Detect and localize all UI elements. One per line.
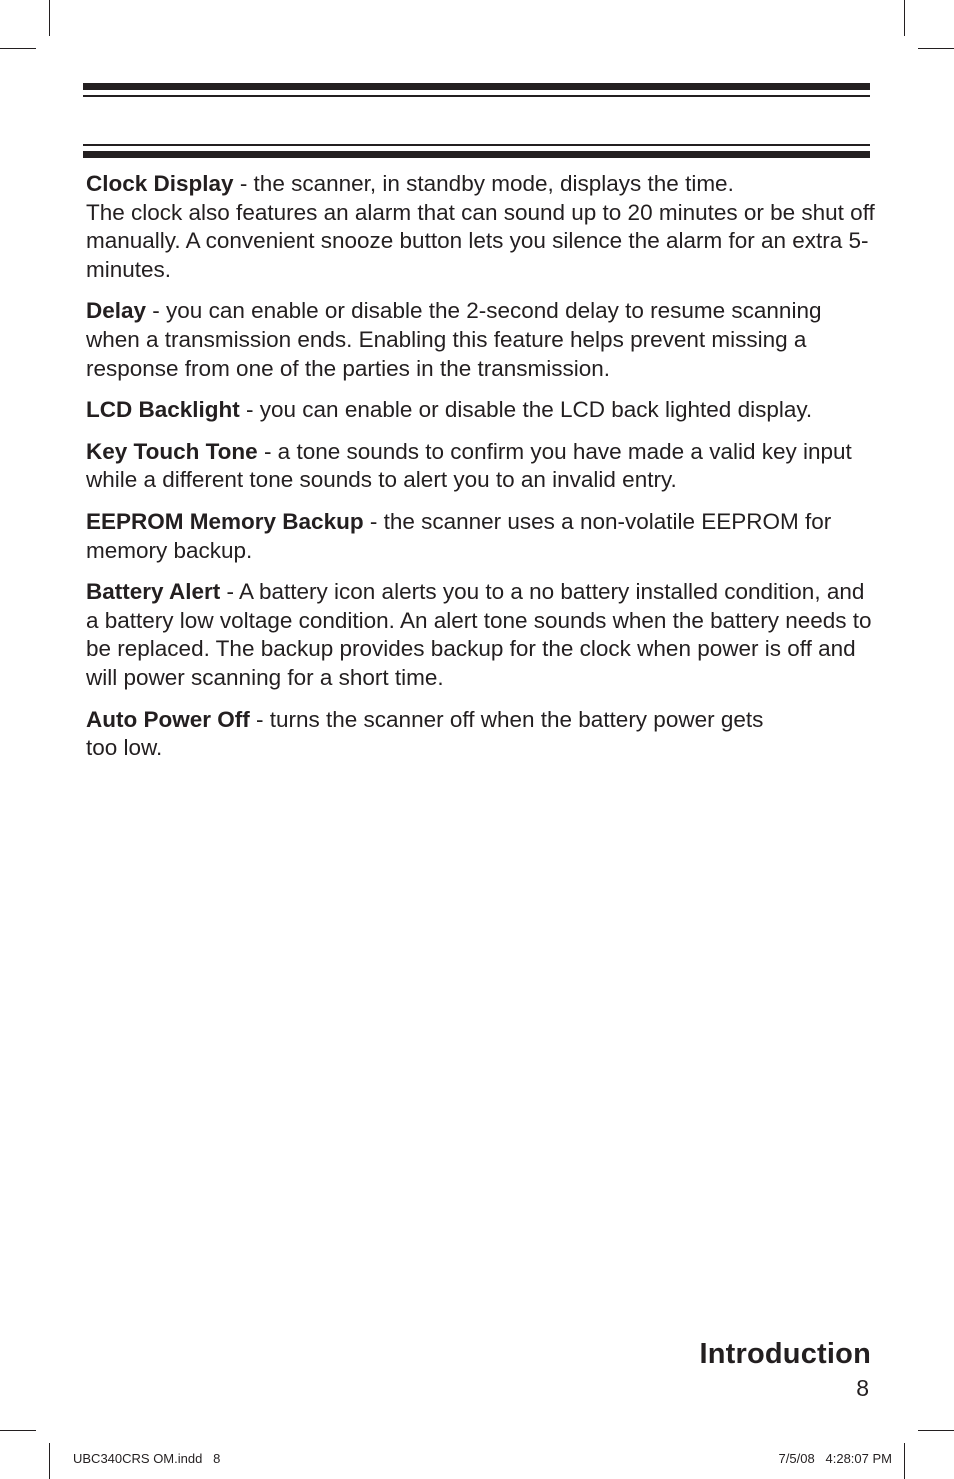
feature-description: - the scanner, in standby mode, displays the time. The clock also features an alarm that can sound up to 20 minutes or be shut off manually. A convenient snooze button lets you silence the alarm for an extra 5-minutes. bbox=[86, 171, 875, 282]
feature-term: Auto Power Off bbox=[86, 706, 250, 732]
feature-term: Battery Alert bbox=[86, 579, 221, 605]
feature-paragraph bbox=[86, 297, 876, 383]
header-rule-thin bbox=[83, 144, 870, 146]
feature-term: Delay bbox=[86, 298, 147, 324]
feature-paragraph bbox=[86, 170, 876, 284]
crop-mark bbox=[904, 0, 905, 36]
feature-description: - turns the scanner off when the battery power gets too low. bbox=[86, 706, 764, 761]
print-slug-file: UBC340CRS OM.indd 8 bbox=[73, 1451, 221, 1466]
crop-mark bbox=[0, 48, 36, 49]
crop-mark bbox=[49, 0, 50, 36]
crop-mark bbox=[918, 48, 954, 49]
crop-mark bbox=[0, 1430, 36, 1431]
crop-mark bbox=[918, 1430, 954, 1431]
feature-paragraph bbox=[86, 438, 876, 495]
page-number: 8 bbox=[856, 1375, 869, 1401]
header-rule-thick bbox=[83, 83, 870, 90]
feature-paragraph bbox=[86, 396, 876, 425]
crop-mark bbox=[49, 1443, 50, 1479]
feature-description: - you can enable or disable the LCD back lighted display. bbox=[239, 397, 813, 423]
feature-description: - the scanner uses a non-volatile EEPROM for memory backup. bbox=[86, 508, 832, 563]
feature-term: EEPROM Memory Backup bbox=[86, 508, 364, 534]
feature-description: - A battery icon alerts you to a no battery installed condition, and a battery low voltage condition. An alert tone sounds when the battery needs to be replaced. The backup provides backup for the clock when power is off and will power scanning for a short time. bbox=[86, 579, 872, 690]
feature-paragraph bbox=[86, 578, 876, 692]
feature-term: Key Touch Tone bbox=[86, 438, 258, 464]
feature-term: Clock Display bbox=[86, 171, 234, 196]
print-slug-timestamp: 7/5/08 4:28:07 PM bbox=[778, 1451, 892, 1466]
feature-list bbox=[86, 170, 876, 776]
feature-description: - a tone sounds to confirm you have made a valid key input while a different tone sounds to alert you to an invalid entry. bbox=[86, 438, 852, 493]
header-rule-thin bbox=[83, 95, 870, 97]
section-title: Introduction bbox=[699, 1338, 871, 1370]
feature-term: LCD Backlight bbox=[86, 397, 240, 423]
feature-paragraph bbox=[86, 706, 876, 763]
crop-mark bbox=[904, 1443, 905, 1479]
header-rule-thick bbox=[83, 151, 870, 158]
feature-description: - you can enable or disable the 2-second delay to resume scanning when a transmission ends. Enabling this feature helps prevent missing a response from one of the parties in the transmission. bbox=[86, 298, 822, 381]
feature-paragraph bbox=[86, 508, 876, 565]
